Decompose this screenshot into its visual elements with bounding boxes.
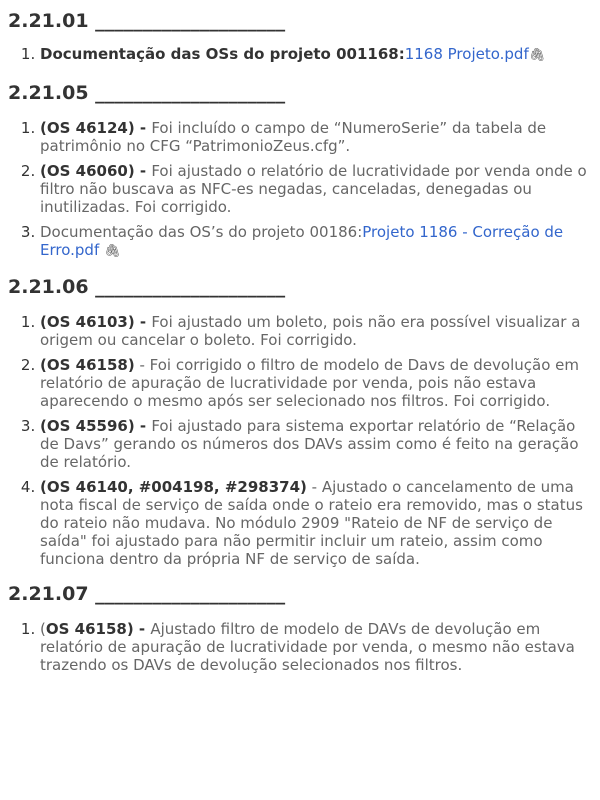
item-bold-text: OS 46158) -	[45, 620, 151, 638]
release-notes-document	[8, 0, 592, 674]
item-list	[8, 45, 592, 65]
item-text: Foi incluído o campo de “NumeroSerie” da tabela de patrimônio no CFG “PatrimonioZeus.cfg”.	[40, 119, 547, 155]
item-list	[8, 119, 592, 261]
section-heading: 2.21.06 ____________________	[8, 276, 286, 298]
item-bold-text: Documentação das OSs do projeto 001168:	[40, 45, 405, 63]
list-item	[40, 162, 592, 216]
list-item	[40, 356, 592, 410]
list-item	[40, 620, 592, 674]
section-heading: 2.21.05 ____________________	[8, 82, 286, 104]
section-2-21-05	[8, 81, 592, 261]
item-text: - Foi corrigido o filtro de modelo de Davs de devolução em relatório de apuração de lucratividade por venda, pois não estava aparecendo o mesmo após ser selecionado nos filtros. Foi corrigido.	[40, 356, 579, 410]
item-prefix-text: Documentação das OS’s do projeto 00186:	[40, 223, 363, 241]
item-list	[8, 620, 592, 674]
item-bold-text: (OS 46103) -	[40, 313, 152, 331]
item-bold-text: (OS 46140, #004198, #298374)	[40, 478, 307, 496]
list-item	[40, 119, 592, 155]
item-prefix-text: (	[40, 620, 46, 638]
list-item	[40, 417, 592, 471]
list-item	[40, 45, 592, 65]
section-2-21-01	[8, 0, 592, 65]
item-bold-text: (OS 46158)	[40, 356, 135, 374]
section-2-21-07	[8, 582, 592, 674]
list-item	[40, 223, 592, 261]
attachment-link[interactable]: 1168 Projeto.pdf	[404, 45, 529, 63]
item-text: - Ajustado o cancelamento de uma nota fiscal de serviço de saída onde o rateio era removido, mas o status do rateio não mudava. No módulo 2909 "Rateio de NF de serviço de saída" foi ajustado para não permitir incluir um rateio, assim como funciona dentro da própria NF de serviço de saída.	[40, 478, 583, 568]
item-bold-text: (OS 46124) -	[40, 119, 152, 137]
item-text: Ajustado filtro de modelo de DAVs de devolução em relatório de apuração de lucratividade por venda, o mesmo não estava trazendo os DAVs de devolução selecionados nos filtros.	[40, 620, 575, 674]
list-item	[40, 313, 592, 349]
item-text: Foi ajustado um boleto, pois não era possível visualizar a origem ou cancelar o boleto. Foi corrigido.	[40, 313, 581, 349]
section-heading: 2.21.07 ____________________	[8, 583, 286, 605]
paperclip-icon[interactable]: 🖇	[104, 244, 121, 259]
item-text: Foi ajustado para sistema exportar relatório de “Relação de Davs” gerando os números dos DAVs assim como é feito na geração de relatório.	[40, 417, 579, 471]
section-heading: 2.21.01 ____________________	[8, 10, 286, 32]
section-2-21-06	[8, 275, 592, 568]
attachment-link[interactable]: Projeto 1186 - Correção de Erro.pdf	[40, 223, 564, 259]
item-bold-text: (OS 45596) -	[40, 417, 152, 435]
list-item	[40, 478, 592, 568]
item-list	[8, 313, 592, 568]
item-bold-text: (OS 46060) -	[40, 162, 152, 180]
paperclip-icon[interactable]: 🖇	[528, 48, 546, 63]
item-text: Foi ajustado o relatório de lucratividade por venda onde o filtro não buscava as NFC-es negadas, canceladas, denegadas ou inutilizadas. Foi corrigido.	[40, 162, 587, 216]
